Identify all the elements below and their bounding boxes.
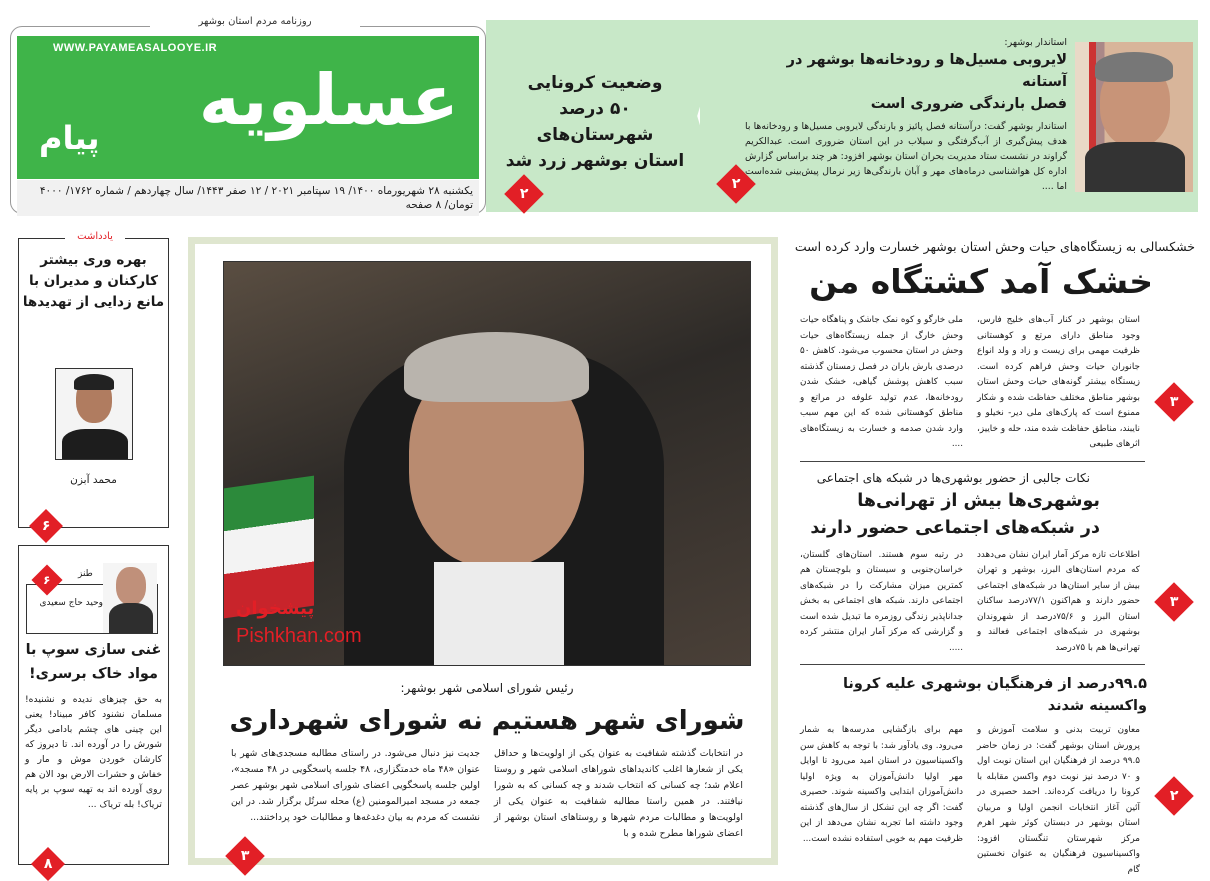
page-number: ۳ [1169, 393, 1179, 410]
center-kicker: رئیس شورای اسلامی شهر بوشهر: [400, 681, 574, 695]
governor-story [745, 36, 1067, 194]
note-label: یادداشت [65, 231, 125, 242]
social-col-2: در رتبه سوم هستند. استان‌های گلستان، خراسان‌جنوبی و سیستان و بلوچستان هم کمترین میزان مشارکت را در شبکه‌های اجتماعی دارند. شبکه های اجتماعی به بخش جداناپذیر زندگی روزمره ما تبدیل شده است و گزارشی که مرکز آمار ایران منتشر کرده ..... [800, 549, 963, 653]
page-number: ۶ [41, 517, 51, 534]
corona-line: ۵۰ درصد شهرستان‌های [536, 99, 654, 145]
logo-small: پیام [39, 119, 100, 157]
badge-number: ۶ [43, 572, 51, 587]
page-number: ۲ [519, 185, 529, 202]
social-kicker: نکات جالبی از حضور بوشهری‌ها در شبکه های اجتماعی [816, 470, 1090, 485]
divider [800, 461, 1145, 462]
vaccine-headline[interactable]: ۹۹.۵درصد از فرهنگیان بوشهری علیه کرونا واکسینه شدند [842, 676, 1147, 714]
center-headline[interactable]: شورای شهر هستیم نه شورای شهرداری [229, 706, 745, 736]
satire-author: وحید حاج سعیدی [39, 598, 103, 608]
drought-body [795, 313, 1195, 453]
social-col-1: اطلاعات تازه مرکز آمار ایران نشان می‌دهدد که مردم استان‌های البرز، بوشهر و تهران بیش از سایر استان‌ها در شبکه‌های اجتماعی حضور دارند و هم‌اکنون ۷۷/۱درصد ساکنان استان البرز و ۷۵/۶درصد از شهروندان بوشهری در شبکه‌های اجتماعی فعالند و تهرانی‌ها هم با ۷۵درصد [977, 549, 1140, 653]
satire-author-photo [103, 563, 157, 633]
corona-headline[interactable] [500, 70, 690, 174]
drought-kicker: خشکسالی به زیستگاه‌های حیات وحش استان بوشهر خسارت وارد کرده است [794, 239, 1195, 254]
page-number: ۳ [1169, 593, 1179, 610]
social-headline[interactable] [795, 488, 1195, 542]
watermark: Pishkhan.com [236, 625, 362, 647]
drought-col-1: استان بوشهر در کنار آب‌های خلیج فارس، وجود مناطق دارای مرتع و کوهستانی ظرفیت مهمی برای زیست و زاد و ولد انواع جانوران حیات وحش فراهم کرده است. زیستگاه بیشتر گونه‌های حیات وحش استان بوشهر مناطق مختلف حفاظت شده و شکار ممنوع است که پارک‌های ملی دیر- نخیلو و نایبند، مناطق حفاظت شده مند، حله و خاییز، اثرهای طبیعی [977, 315, 1140, 449]
note-headline[interactable]: بهره وری بیشتر کارکنان و مدیران با مانع زدایی از تهدیدها [22, 252, 165, 310]
right-column [795, 238, 1195, 878]
center-col-1: در انتخابات گذشته شفافیت به عنوان یکی از اولویت‌ها و حداقل یکی از شعارها اغلب کاندیداهای شوراهای اسلامی شهر و روستا اعلام شد؛ چه کسانی که انتخاب شدند و چه کسانی که به شورا نیافتند. در همین راستا مطالبه شفافیت به عنوان یکی از اولویت‌ها و مطالبات مردم شهرها و روستاهای استان بوشهر از اعضای شوراها مطرح شده و با [494, 748, 743, 839]
author-photo [55, 368, 133, 460]
divider [800, 664, 1145, 665]
headline-line: لایروبی مسیل‌ها و رودخانه‌ها بوشهر در آستانه [786, 52, 1067, 90]
satire-label: طنز [78, 569, 93, 579]
drought-headline[interactable]: خشک آمد کشتگاه من [809, 262, 1153, 301]
headline-line: فصل بارندگی ضروری است [870, 96, 1067, 112]
governor-photo [1075, 42, 1193, 192]
vaccine-body [795, 723, 1195, 878]
governor-headline[interactable] [745, 49, 1067, 115]
site-url[interactable]: WWW.PAYAMEASALOOYE.IR [53, 42, 218, 54]
headline-line: بوشهری‌ها بیش از تهرانی‌ها [857, 490, 1100, 511]
vaccine-col-1: معاون تربیت بدنی و سلامت آموزش و پرورش استان بوشهر گفت: در زمان حاضر ۹۹.۵ درصد از فرهنگیان این استان نوبت اول و ۷۰ درصد نیز نوبت دوم واکسن مقابله با کرونا را دریافت کرده‌اند. احمد حصیری در آئین آغاز انتخابات انجمن اولیا و مربیان استان بوشهر در دبستان کوثر شهر اهرم مرکز شهرستان تنگستان افزود: واکسیناسیون فرهنگیان به عنوان نخستین گام [977, 725, 1141, 875]
social-body [795, 548, 1195, 657]
drought-col-2: ملی خارگو و کوه نمک جاشک و پناهگاه حیات وحش خارگ از جمله زیستگاه‌های حیات وحش در استان محسوب می‌شود. کاهش ۵۰ درصدی بارش باران در فصل زمستان گذشته سبب کاهش پوشش گیاهی، خشک شدن رودخانه‌ها، عدم تولید علوفه در مراتع و مناطق کوهستانی شده که این مهم سبب وارد شدن صدمه و خسارت به زیستگاه‌های .... [800, 315, 963, 449]
corona-line: وضعیت کرونایی [527, 73, 663, 93]
masthead-tagline: روزنامه مردم استان بوشهر [150, 16, 360, 27]
page-number: ۲ [1169, 787, 1179, 804]
governor-kicker: استاندار بوشهر: [1004, 37, 1067, 48]
governor-body: استاندار بوشهر گفت: درآستانه فصل پائیز و بارندگی لایروبی مسیل‌ها و رودخانه‌ها با هدف پیش‌گیری از آب‌گرفتگی و سیلاب در این استان ضروری است. عبدالکریم گراوند در نشست ستاد مدیریت بحران استان بوشهر افزود: هر چند براساس گزارش اداره کل هواشناسی درماه‌های مهر و آبان بارندگی‌ها زیر نرمال پیش‌بینی شده‌است اما .... [745, 121, 1067, 192]
watermark-fa: پیشخوان [236, 598, 315, 619]
dateline: یکشنبه ۲۸ شهریورماه ۱۴۰۰/ ۱۹ سپتامبر ۲۰۲۱ / ۱۲ صفر ۱۴۴۳/ سال چهاردهم / شماره ۱۷۶۲/ ۴۰۰۰ تومان/ ۸ صفحه [17, 180, 479, 216]
vaccine-col-2: مهم برای بازگشایی مدرسه‌ها به شمار می‌رود. وی یادآور شد: با توجه به کاهش سن واکسیناسیون در استان امید می‌رود تا اوایل مهر اولیا دانش‌آموزان به ویژه اولیا دانش‌آموزان ابتدایی واکسینه شوند. حصیری گفت: اگر چه این تشکل از سال‌های گذشته وجود داشته اما تجربه نشان می‌دهد از این ظرفیت مهم به خوبی استفاده نشده است... [800, 725, 963, 844]
center-col-2: جدیت نیز دنبال می‌شود. در راستای مطالبه مسجدی‌های شهر با عنوان «۴۸ ماه خدمتگزاری، ۴۸ جلسه پاسخگویی در ۴۸ مسجد»، اولین جلسه پاسخگویی اعضای شورای اسلامی شهر بوشهر عصر جمعه در مسجد امیرالمومنین (ع) محله سرتُل برگزار شد. در این نشست که مردم به بیان دغدغه‌ها و مطالبات خود پرداختند... [231, 748, 480, 823]
page-number: ۲ [731, 175, 741, 192]
corona-line: استان بوشهر زرد شد [505, 151, 685, 171]
satire-story [22, 638, 165, 812]
center-story [223, 680, 751, 842]
note-author: محمد آبزن [70, 474, 117, 486]
masthead-logo [17, 36, 479, 179]
headline-line: در شبکه‌های اجتماعی حضور دارند [810, 517, 1100, 538]
satire-body: به حق چیزهای ندیده و نشنیده! مسلمان نشنود کافر مبیناد! یعنی این چینی های چشم بادامی دیگر شورش را در آورده اند. تا دیروز که کارشان خوردن موش و مار و خفاش و حشرات الارض بود الان هم روی آورده اند به تهیه سوپ بر پایه تریاک! بله تریاک ... [25, 694, 162, 810]
page-number: ۳ [240, 847, 250, 864]
page-number: ۸ [43, 855, 53, 872]
satire-headline[interactable]: غنی سازی سوپ با مواد خاک برسری! [25, 642, 162, 682]
logo-main: عسلویه [198, 59, 459, 141]
